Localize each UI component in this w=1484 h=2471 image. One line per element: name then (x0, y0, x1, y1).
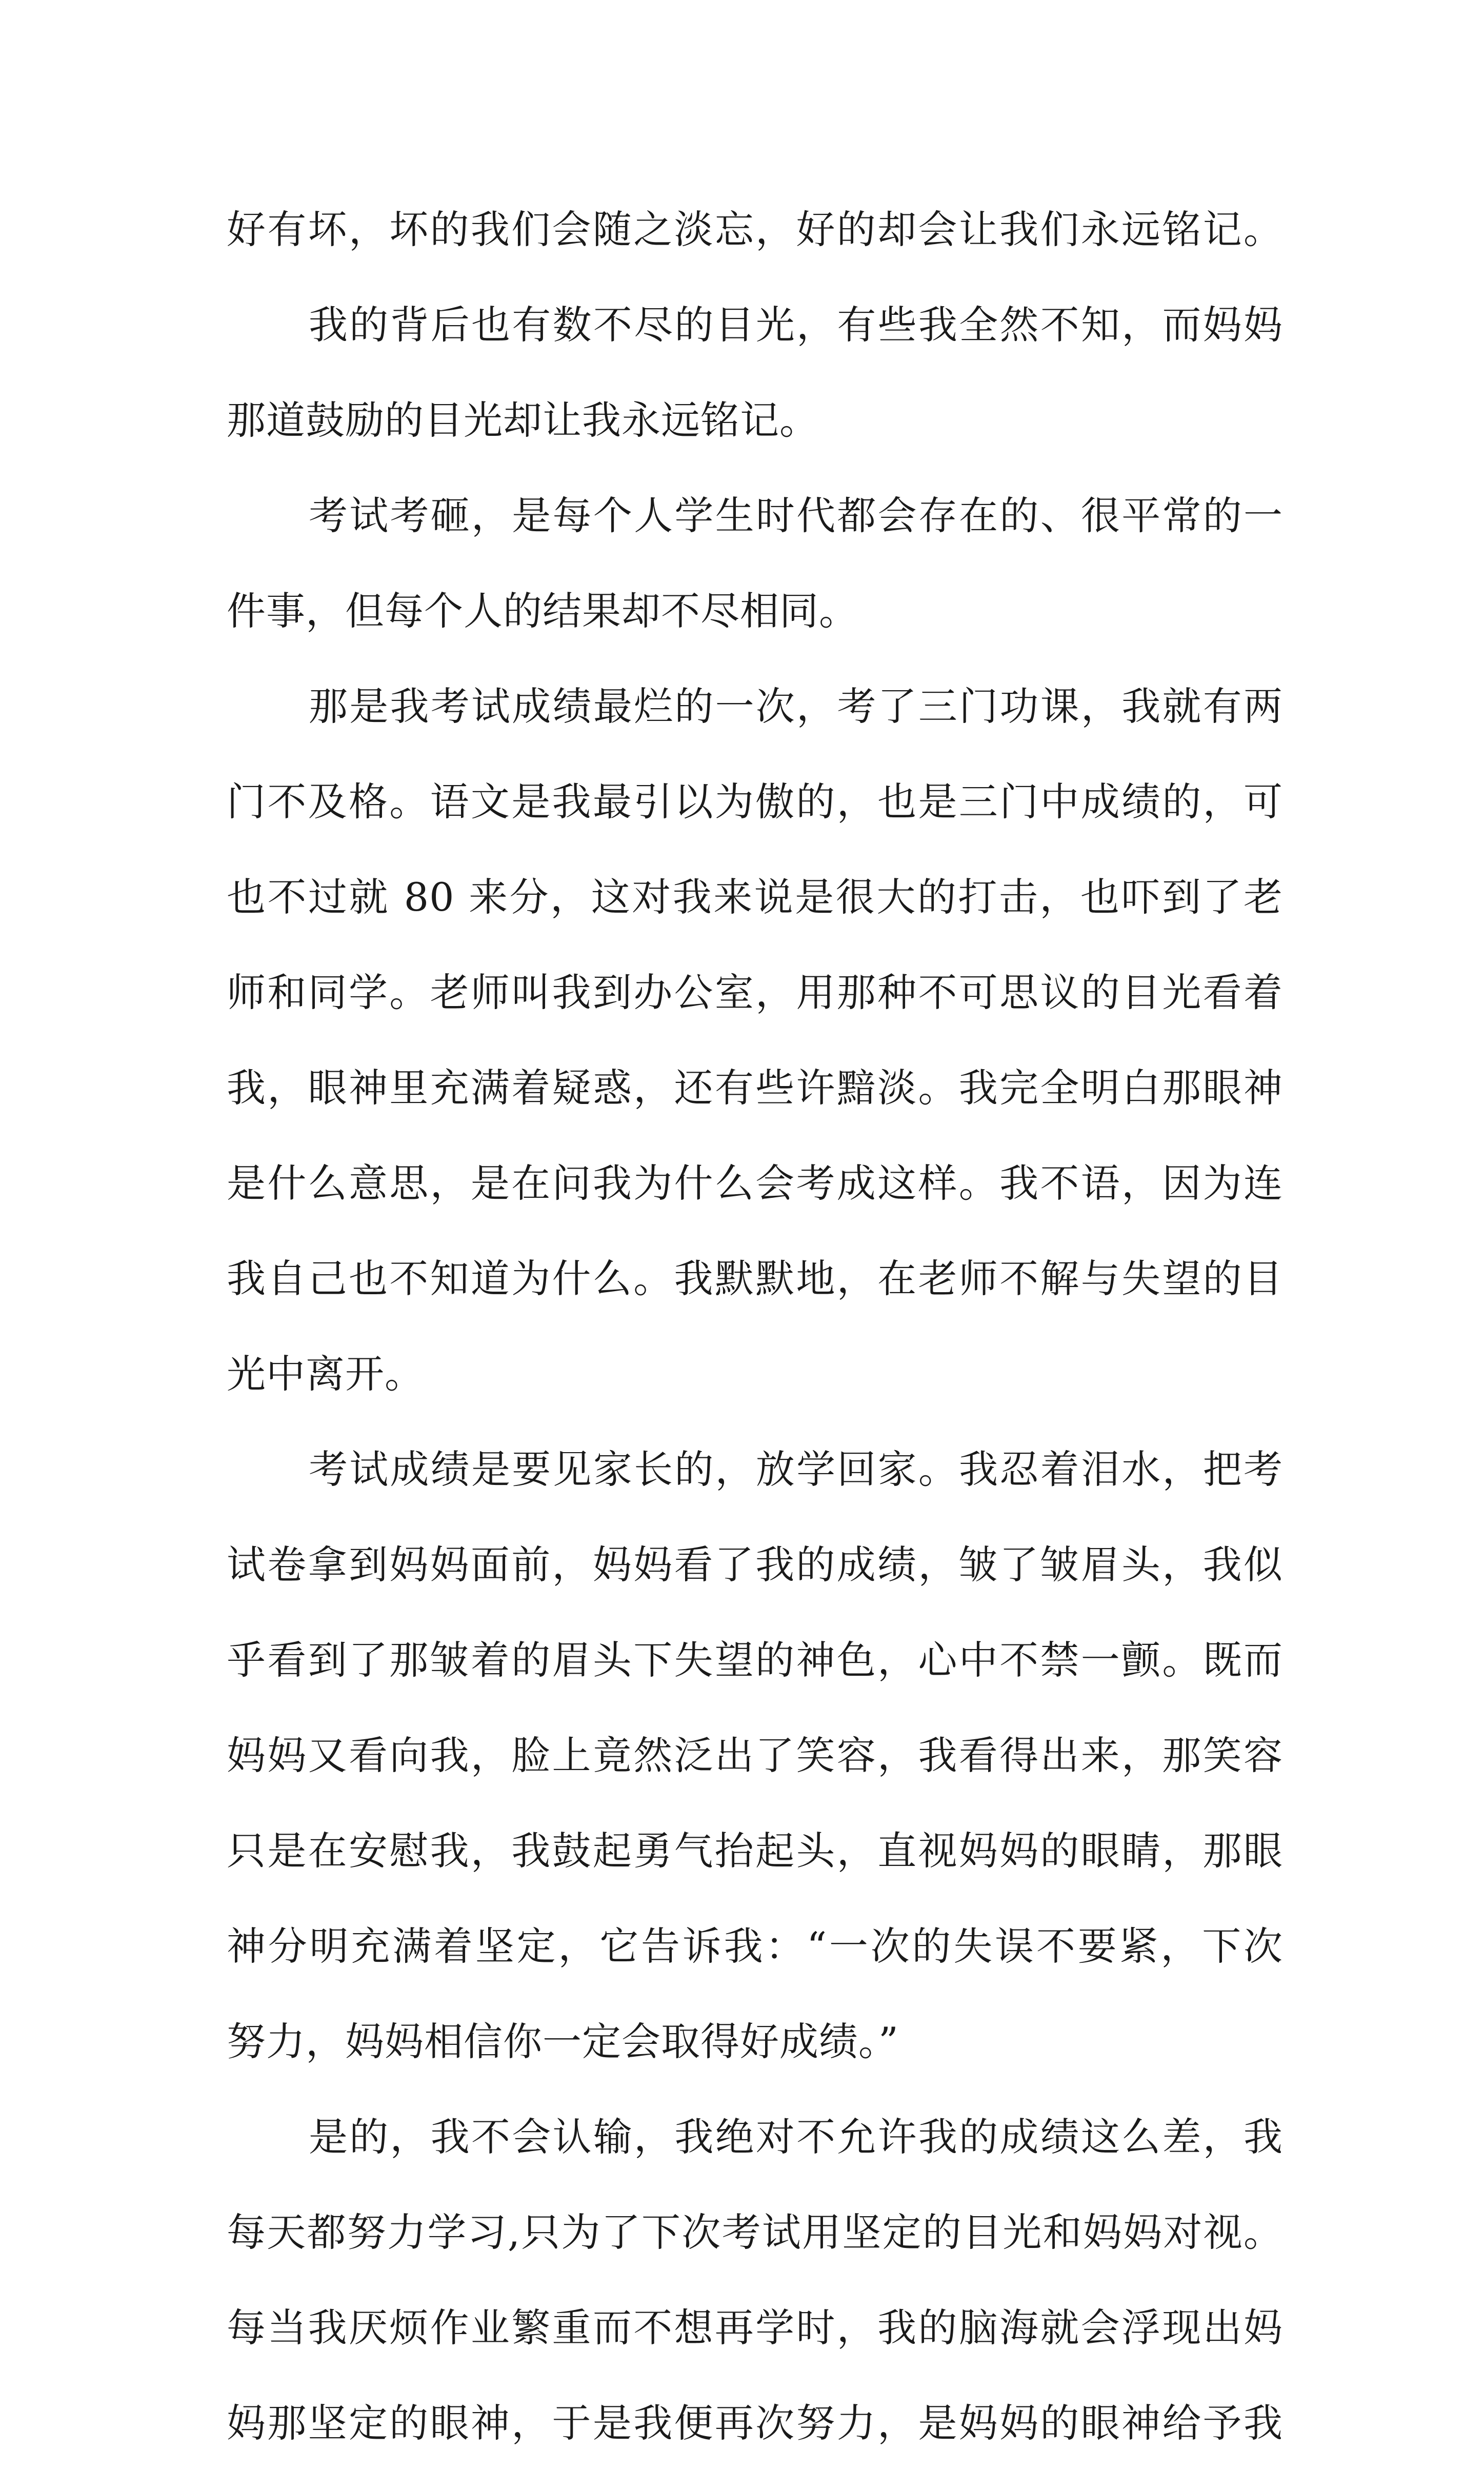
paragraph-start-line: 我的背后也有数不尽的目光，有些我全然不知，而妈妈 (309, 302, 1283, 348)
paragraph-end-line: 努力，妈妈相信你一定会取得好成绩。” (227, 2019, 899, 2064)
paragraph-start-line: 那是我考试成绩最烂的一次，考了三门功课，我就有两 (309, 684, 1283, 729)
text-line: 每当我厌烦作业繁重而不想再学时，我的脑海就会浮现出妈 (227, 2305, 1283, 2351)
text-line: 门不及格。语文是我最引以为傲的，也是三门中成绩的，可 (227, 779, 1283, 825)
text-line: 我自己也不知道为什么。我默默地，在老师不解与失望的目 (227, 1256, 1283, 1301)
paragraph-end-line: 光中离开。 (227, 1351, 424, 1397)
text-line: 乎看到了那皱着的眉头下失望的神色，心中不禁一颤。既而 (227, 1637, 1283, 1683)
paragraph-start-line: 是的，我不会认输，我绝对不允许我的成绩这么差，我 (309, 2114, 1283, 2160)
text-line: 妈那坚定的眼神，于是我便再次努力，是妈妈的眼神给予我 (227, 2400, 1283, 2446)
text-line: 好有坏，坏的我们会随之淡忘，好的却会让我们永远铭记。 (227, 207, 1283, 252)
text-line: 试卷拿到妈妈面前，妈妈看了我的成绩，皱了皱眉头，我似 (227, 1542, 1283, 1588)
paragraph-end-line: 件事，但每个人的结果却不尽相同。 (227, 588, 858, 634)
text-line: 师和同学。老师叫我到办公室，用那种不可思议的目光看着 (227, 970, 1283, 1015)
body-text (227, 182, 1283, 2471)
paragraph-start-line: 考试考砸，是每个人学生时代都会存在的、很平常的一 (309, 493, 1283, 538)
text-line: 只是在安慰我，我鼓起勇气抬起头，直视妈妈的眼睛，那眼 (227, 1828, 1283, 1874)
text-line: 神分明充满着坚定，它告诉我：“一次的失误不要紧，下次 (227, 1923, 1283, 1969)
text-line: 妈妈又看向我，脸上竟然泛出了笑容，我看得出来，那笑容 (227, 1733, 1283, 1778)
paragraph-start-line: 考试成绩是要见家长的，放学回家。我忍着泪水，把考 (309, 1447, 1283, 1492)
text-line: 我，眼神里充满着疑惑，还有些许黯淡。我完全明白那眼神 (227, 1065, 1283, 1111)
text-line: 也不过就 80 来分，这对我来说是很大的打击，也吓到了老 (227, 874, 1283, 920)
text-line: 每天都努力学习,只为了下次考试用坚定的目光和妈妈对视。 (227, 2209, 1283, 2255)
paragraph-end-line: 那道鼓励的目光却让我永远铭记。 (227, 397, 819, 443)
text-line: 是什么意思，是在问我为什么会考成这样。我不语，因为连 (227, 1160, 1283, 1206)
